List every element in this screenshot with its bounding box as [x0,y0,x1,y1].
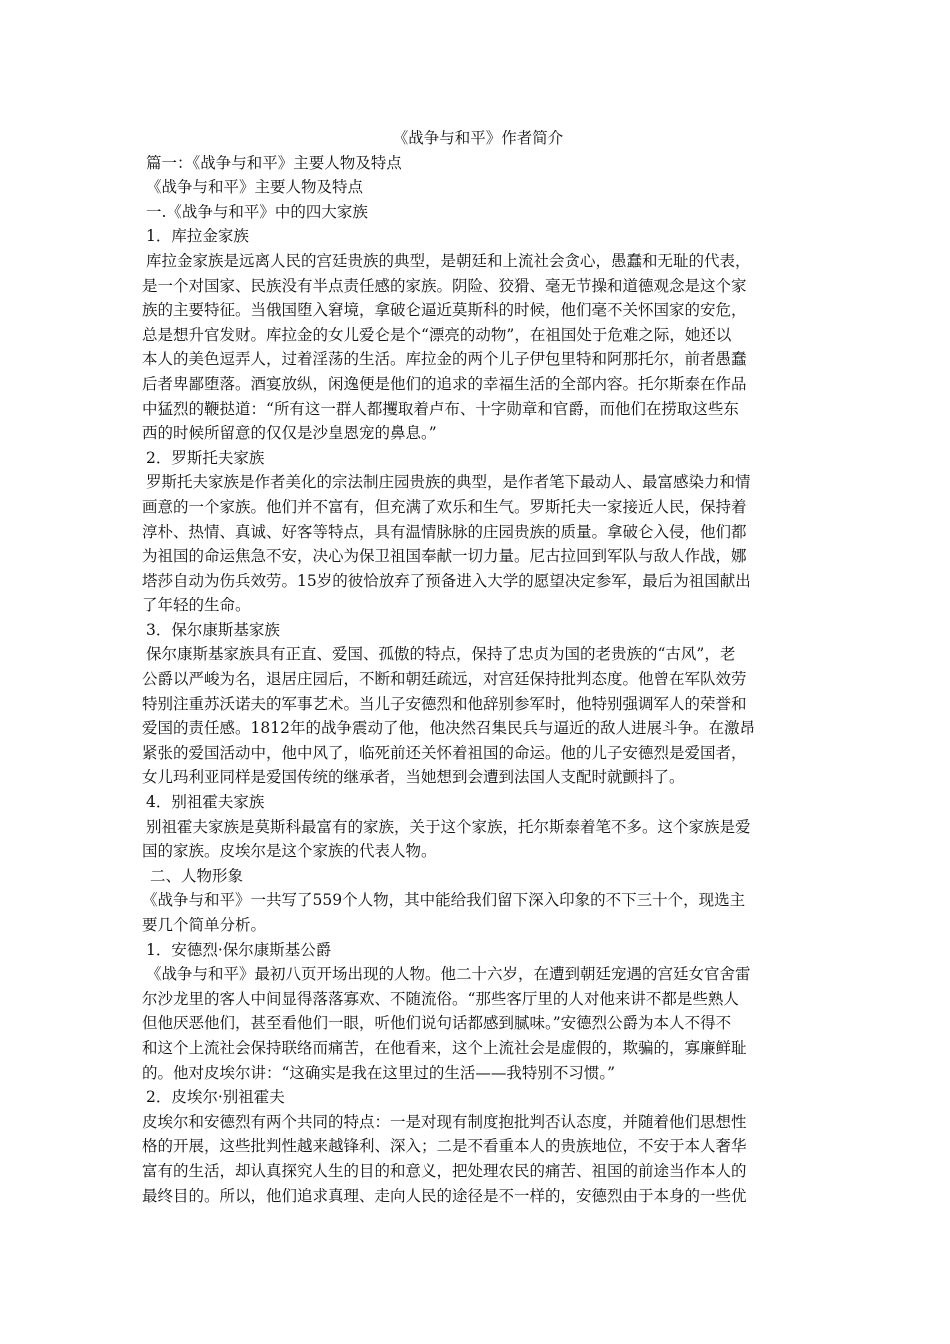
paragraph-line: 别祖霍夫家族是莫斯科最富有的家族，关于这个家族，托尔斯泰着笔不多。这个家族是爱 [146,817,751,836]
family-paragraph-kuragin [142,249,810,446]
paragraph-line: 富有的生活，却认真探究人生的目的和意义，把处理农民的痛苦、祖国的前途当作本人的 [142,1161,747,1180]
paragraph-line: 爱国的责任感。1812年的战争震动了他，他决然召集民兵与逼近的敌人进展斗争。在激昂 [142,719,755,738]
subtitle: 《战争与和平》主要人物及特点 [146,178,364,197]
family-paragraph-bolkonsky [142,642,810,790]
paragraph-line: 公爵以严峻为名，退居庄园后，不断和朝廷疏远，对宫廷保持批判态度。他曾在军队效劳 [142,670,747,689]
part2-intro [142,888,810,937]
paragraph-line: 西的时候所留意的仅仅是沙皇恩宠的鼻息。” [142,424,437,443]
paragraph-line: 但他厌恶他们，甚至看他们一眼，听他们说句话都感到腻味。”安德烈公爵为本人不得不 [142,1014,732,1033]
paragraph-line: 女儿玛利亚同样是爱国传统的继承者，当她想到会遭到法国人支配时就颤抖了。 [142,768,685,787]
document-title: 《战争与和平》作者简介 [392,129,564,147]
paragraph-line: 罗斯托夫家族是作者美化的宗法制庄园贵族的典型，是作者笔下最动人、最富感染力和情 [146,473,751,492]
paragraph-line: 塔莎自动为伤兵效劳。15岁的彼恰放弃了预备进入大学的愿望决定参军，最后为祖国献出 [142,571,751,590]
character-heading-pierre: 2．皮埃尔·别祖霍夫 [146,1088,285,1107]
paragraph-line: 为祖国的命运焦急不安，决心为保卫祖国奉献一切力量。尼古拉回到军队与敌人作战，娜 [142,547,747,566]
paragraph-line: 《战争与和平》最初八页开场出现的人物。他二十六岁，在遭到朝廷宠遇的宫廷女官舍雷 [146,965,751,984]
paragraph-line: 后者卑鄙堕落。酒宴放纵，闲逸便是他们的追求的幸福生活的全部内容。托尔斯泰在作品 [142,374,747,393]
paragraph-line: 中猛烈的鞭挞道：“所有这一群人都攫取着卢布、十字勋章和官爵，而他们在捞取这些东 [142,399,739,418]
character-paragraph-andrei [142,962,810,1085]
family-heading-rostov: 2．罗斯托夫家族 [146,448,265,467]
paragraph-line: 紧张的爱国活动中，他中风了，临死前还关怀着祖国的命运。他的儿子安德烈是爱国者， [142,743,747,762]
family-heading-bezukhov: 4．别祖霍夫家族 [146,793,265,812]
document-page [142,126,810,1208]
character-paragraph-pierre [142,1110,810,1208]
paragraph-line: 皮埃尔和安德烈有两个共同的特点：一是对现有制度抱批判否认态度，并随着他们思想性 [142,1112,747,1131]
paragraph-line: 最终目的。所以，他们追求真理、走向人民的途径是不一样的，安德烈由于本身的一些优 [142,1186,747,1205]
part1-heading: 一.《战争与和平》中的四大家族 [146,202,368,221]
family-paragraph-rostov [142,470,810,618]
paragraph-line: 库拉金家族是远离人民的宫廷贵族的典型，是朝廷和上流社会贪心，愚蠢和无耻的代表， [146,251,751,270]
paragraph-line: 和这个上流社会保持联络而痛苦，在他看来，这个上流社会是虚假的，欺骗的，寡廉鲜耻 [142,1038,747,1057]
paragraph-line: 国的家族。皮埃尔是这个家族的代表人物。 [142,842,437,861]
family-paragraph-bezukhov [142,815,810,864]
paragraph-line: 淳朴、热情、真诚、好客等特点，具有温情脉脉的庄园贵族的质量。拿破仑入侵，他们都 [142,522,747,541]
paragraph-line: 的。他对皮埃尔讲：“这确实是我在这里过的生活——我特别不习惯。” [142,1063,616,1082]
paragraph-line: 了年轻的生命。 [142,596,251,615]
paragraph-line: 格的开展，这些批判性越来越锋利、深入；二是不看重本人的贵族地位，不安于本人奢华 [142,1137,747,1156]
paragraph-line: 族的主要特征。当俄国堕入窘境，拿破仑逼近莫斯科的时候，他们毫不关怀国家的安危， [142,301,747,320]
paragraph-line: 特别注重苏沃诺夫的军事艺术。当儿子安德烈和他辞别参军时，他特别强调军人的荣誉和 [142,694,747,713]
paragraph-line: 总是想升官发财。库拉金的女儿爱仑是个“漂亮的动物”，在祖国处于危难之际，她还以 [142,325,732,344]
paragraph-line: 本人的美色逗弄人，过着淫荡的生活。库拉金的两个儿子伊包里特和阿那托尔，前者愚蠢 [142,350,747,369]
paragraph-line: 尔沙龙里的客人中间显得落落寡欢、不随流俗。“那些客厅里的人对他来讲不都是些熟人 [142,989,739,1008]
paragraph-line: 要几个简单分析。 [142,916,267,934]
paragraph-line: 画意的一个家族。他们并不富有，但充满了欢乐和生气。罗斯托夫一家接近人民，保持着 [142,497,747,516]
family-heading-bolkonsky: 3．保尔康斯基家族 [146,620,280,639]
part2-heading: 二、人物形象 [150,866,244,885]
paragraph-line: 《战争与和平》一共写了559个人物，其中能给我们留下深入印象的不下三十个，现选主 [142,891,746,910]
character-heading-andrei: 1．安德烈·保尔康斯基公爵 [146,940,332,959]
paragraph-line: 是一个对国家、民族没有半点责任感的家族。阴险、狡猾、毫无节操和道德观念是这个家 [142,276,747,295]
family-heading-kuragin: 1．库拉金家族 [146,227,249,246]
section-label: 篇一：《战争与和平》主要人物及特点 [146,153,402,172]
paragraph-line: 保尔康斯基家族具有正直、爱国、孤傲的特点，保持了忠贞为国的老贵族的“古风”，老 [146,645,736,664]
